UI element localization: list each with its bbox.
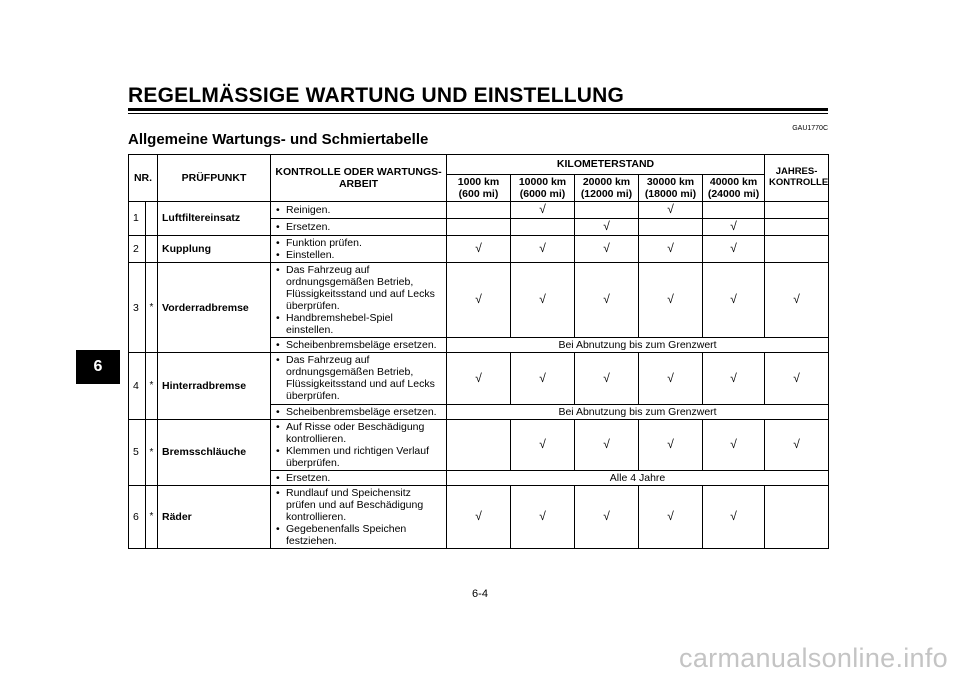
table-row — [129, 202, 829, 219]
check-mark: √ — [765, 262, 829, 337]
empty-cell — [765, 235, 829, 262]
check-mark: √ — [703, 353, 765, 404]
km-value: 10000 km — [518, 176, 567, 188]
header-km-4 — [703, 175, 765, 202]
page-title: REGELMÄSSIGE WARTUNG UND EINSTELLUNG — [128, 84, 625, 107]
km-value: 1000 km — [457, 176, 500, 188]
table-row — [129, 419, 829, 470]
row-tasks — [271, 470, 447, 485]
row-star: * — [146, 485, 158, 548]
title-rule-thick — [128, 108, 828, 111]
header-nr: NR. — [129, 155, 158, 202]
row-tasks — [271, 353, 447, 404]
task-line: • Gegebenenfalls Speichen festziehen. — [275, 523, 442, 547]
check-mark: √ — [575, 235, 639, 262]
row-item: Luftfiltereinsatz — [158, 202, 271, 236]
empty-cell — [447, 202, 511, 219]
section-code: GAU1770C — [792, 125, 828, 132]
row-star: * — [146, 419, 158, 485]
check-mark: √ — [765, 419, 829, 470]
row-tasks — [271, 338, 447, 353]
mi-value: (600 mi) — [458, 188, 499, 201]
empty-cell — [511, 218, 575, 235]
row-star — [146, 202, 158, 236]
km-value: 40000 km — [709, 176, 758, 188]
table-row — [129, 235, 829, 262]
check-mark: √ — [703, 419, 765, 470]
row-tasks — [271, 419, 447, 470]
header-km-1 — [511, 175, 575, 202]
chapter-tab: 6 — [76, 350, 120, 384]
check-mark: √ — [511, 419, 575, 470]
task-line: • Handbremshebel-Spiel einstellen. — [275, 312, 442, 336]
empty-cell — [765, 202, 829, 219]
task-line: • Das Fahrzeug auf ordnungsgemäßen Betrieb, Flüssigkeitsstand und auf Lecks überprüfen. — [275, 354, 442, 402]
check-mark: √ — [511, 235, 575, 262]
row-tasks — [271, 262, 447, 337]
task-line: • Ersetzen. — [275, 472, 442, 484]
row-item: Hinterradbremse — [158, 353, 271, 419]
check-mark: √ — [447, 235, 511, 262]
check-mark: √ — [511, 262, 575, 337]
km-value: 20000 km — [582, 176, 631, 188]
empty-cell — [765, 218, 829, 235]
task-line: • Rundlauf und Speichensitz prüfen und auf Beschädigung kontrollieren. — [275, 487, 442, 523]
section-subtitle: Allgemeine Wartungs- und Schmiertabelle — [128, 131, 429, 148]
interval-note: Bei Abnutzung bis zum Grenzwert — [447, 338, 829, 353]
row-tasks — [271, 485, 447, 548]
check-mark: √ — [575, 485, 639, 548]
row-star: * — [146, 262, 158, 352]
task-line: • Scheibenbremsbeläge ersetzen. — [275, 406, 442, 418]
table-row — [129, 262, 829, 337]
empty-cell — [765, 485, 829, 548]
check-mark: √ — [447, 353, 511, 404]
check-mark: √ — [765, 353, 829, 404]
page-number: 6-4 — [472, 588, 488, 600]
check-mark: √ — [575, 262, 639, 337]
maintenance-table — [128, 154, 829, 549]
empty-cell — [575, 202, 639, 219]
row-tasks — [271, 235, 447, 262]
row-item: Räder — [158, 485, 271, 548]
check-mark: √ — [639, 419, 703, 470]
row-number: 6 — [129, 485, 146, 548]
mi-value: (12000 mi) — [580, 188, 633, 201]
task-line: • Auf Risse oder Beschädigung kontrollieren. — [275, 421, 442, 445]
task-line: • Einstellen. — [275, 249, 442, 261]
check-mark: √ — [703, 218, 765, 235]
check-mark: √ — [703, 235, 765, 262]
task-line: • Reinigen. — [275, 204, 442, 216]
check-mark: √ — [511, 353, 575, 404]
check-mark: √ — [703, 262, 765, 337]
header-work: KONTROLLE ODER WARTUNGS-ARBEIT — [271, 155, 447, 202]
table-row — [129, 485, 829, 548]
empty-cell — [447, 419, 511, 470]
row-item: Bremsschläuche — [158, 419, 271, 485]
km-value: 30000 km — [646, 176, 695, 188]
mi-value: (24000 mi) — [707, 188, 760, 201]
check-mark: √ — [639, 235, 703, 262]
header-km-2 — [575, 175, 639, 202]
row-star: * — [146, 353, 158, 419]
row-tasks — [271, 202, 447, 219]
check-mark: √ — [575, 218, 639, 235]
row-number: 3 — [129, 262, 146, 352]
check-mark: √ — [703, 485, 765, 548]
row-number: 1 — [129, 202, 146, 236]
empty-cell — [639, 218, 703, 235]
row-tasks — [271, 404, 447, 419]
header-mileage: KILOMETERSTAND — [447, 155, 765, 175]
task-line: • Klemmen und richtigen Verlauf überprüfen. — [275, 445, 442, 469]
check-mark: √ — [639, 262, 703, 337]
check-mark: √ — [575, 353, 639, 404]
header-annual: JAHRES-KONTROLLE — [765, 155, 829, 202]
task-line: • Funktion prüfen. — [275, 237, 442, 249]
check-mark: √ — [639, 485, 703, 548]
header-item: PRÜFPUNKT — [158, 155, 271, 202]
row-item: Vorderradbremse — [158, 262, 271, 352]
empty-cell — [447, 218, 511, 235]
check-mark: √ — [447, 485, 511, 548]
row-tasks — [271, 218, 447, 235]
check-mark: √ — [639, 202, 703, 219]
header-km-0 — [447, 175, 511, 202]
table-row — [129, 353, 829, 404]
check-mark: √ — [511, 485, 575, 548]
row-number: 4 — [129, 353, 146, 419]
title-rule-thin — [128, 113, 828, 114]
empty-cell — [703, 202, 765, 219]
row-number: 5 — [129, 419, 146, 485]
task-line: • Scheibenbremsbeläge ersetzen. — [275, 339, 442, 351]
watermark: carmanualsonline.info — [679, 643, 948, 673]
check-mark: √ — [639, 353, 703, 404]
row-star — [146, 235, 158, 262]
mi-value: (6000 mi) — [519, 188, 566, 201]
check-mark: √ — [575, 419, 639, 470]
mi-value: (18000 mi) — [644, 188, 697, 201]
check-mark: √ — [447, 262, 511, 337]
header-km-3 — [639, 175, 703, 202]
task-line: • Das Fahrzeug auf ordnungsgemäßen Betrieb, Flüssigkeitsstand und auf Lecks überprüfen. — [275, 264, 442, 312]
check-mark: √ — [511, 202, 575, 219]
interval-note: Alle 4 Jahre — [447, 470, 829, 485]
row-number: 2 — [129, 235, 146, 262]
task-line: • Ersetzen. — [275, 221, 442, 233]
interval-note: Bei Abnutzung bis zum Grenzwert — [447, 404, 829, 419]
row-item: Kupplung — [158, 235, 271, 262]
